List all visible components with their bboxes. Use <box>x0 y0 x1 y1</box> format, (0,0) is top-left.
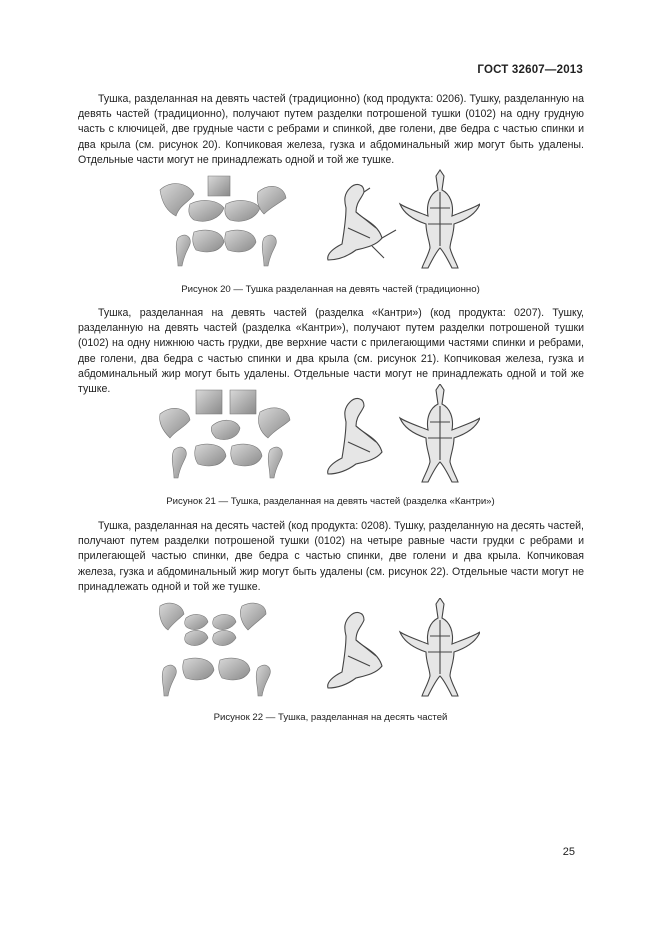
breast-quarter-piece <box>185 631 208 646</box>
wing-piece <box>240 603 266 630</box>
breast-quarter-piece <box>213 615 236 630</box>
lower-breast-piece <box>211 420 240 439</box>
breast-piece <box>208 176 230 196</box>
paragraph-3: Тушка, разделанная на десять частей (код продукта: 0208). Тушку, разделанную на десять частей, получают путем разделки потрошеной тушки (0102) на четыре равные части грудки с ребрами и прилегающей частью спинки, две бедра с частью спинки, две голени и два крыла. Копчиковая железа, гузка и абдоминальный жир могут быть удалены (см. рисунок 22). Отдельные части могут не принадлежать одной и той же тушке. <box>78 520 584 593</box>
paragraph-1: Тушка, разделанная на девять частей (традиционно) (код продукта: 0206). Тушку, разделанную на девять частей (традиционно), получают путем разделки потрошеной тушки (0102) на одну грудную часть с ключицей, две грудные части с ребрами и спинкой, две голени, две бедра с частью спинки и два крыла (см. рисунок 20). Копчиковая железа, гузка и абдоминальный жир могут быть удалены. Отдельные части могут не принадлежать одной и той же тушке. <box>78 93 584 166</box>
carcass-top-diagram <box>400 170 480 268</box>
breast-quarter-piece <box>213 631 236 646</box>
chicken-pieces-photo <box>160 176 286 266</box>
carcass-top-diagram <box>400 384 480 482</box>
chicken-pieces-photo <box>159 603 270 696</box>
upper-breast-piece <box>196 390 222 414</box>
page-number: 25 <box>562 846 575 858</box>
drumstick-piece <box>262 235 276 266</box>
drumstick-piece <box>256 665 270 696</box>
upper-breast-piece <box>230 390 256 414</box>
thigh-piece <box>183 658 214 680</box>
drumstick-piece <box>162 665 176 696</box>
wing-piece <box>258 408 290 438</box>
breast-piece <box>189 201 224 222</box>
wing-piece <box>160 408 190 438</box>
drumstick-piece <box>172 447 186 478</box>
drumstick-piece <box>176 235 190 266</box>
figure-22 <box>150 598 480 702</box>
thigh-piece <box>219 658 250 680</box>
wing-piece <box>159 603 184 630</box>
thigh-piece <box>195 444 226 466</box>
caption-figure-22: Рисунок 22 — Тушка, разделанная на десять частей <box>213 712 448 723</box>
carcass-side-diagram <box>328 613 382 688</box>
standard-header: ГОСТ 32607—2013 <box>477 64 583 76</box>
carcass-top-diagram <box>400 598 480 696</box>
carcass-side-diagram <box>328 399 382 474</box>
thigh-piece <box>225 230 256 252</box>
caption-figure-20: Рисунок 20 — Тушка разделанная на девять частей (традиционно) <box>181 284 480 295</box>
breast-quarter-piece <box>185 615 208 630</box>
chicken-pieces-photo <box>160 390 290 478</box>
drumstick-piece <box>268 447 282 478</box>
paragraph-2: Тушка, разделанная на девять частей (разделка «Кантри») (код продукта: 0207). Тушку, разделанную на девять частей (разделка «Кантри»), получают путем разделки потрошеной тушки (0102) на одну нижнюю часть грудки, две верхние части с прилегающими частями спинки и ребрами, две голени, два бедра с частью спинки и два крыла (см. рисунок 21). Копчиковая железа, гузка и абдоминальный жир могут быть удалены. Отдельные части могут не принадлежать одной и той же тушке. <box>78 307 584 396</box>
thigh-piece <box>231 444 262 466</box>
thigh-piece <box>193 230 224 252</box>
figure-20 <box>150 168 480 274</box>
wing-piece <box>257 186 286 214</box>
carcass-side-diagram <box>328 185 396 260</box>
breast-piece <box>225 201 260 222</box>
caption-figure-21: Рисунок 21 — Тушка, разделанная на девять частей (разделка «Кантри») <box>166 496 495 507</box>
figure-21 <box>150 384 480 484</box>
